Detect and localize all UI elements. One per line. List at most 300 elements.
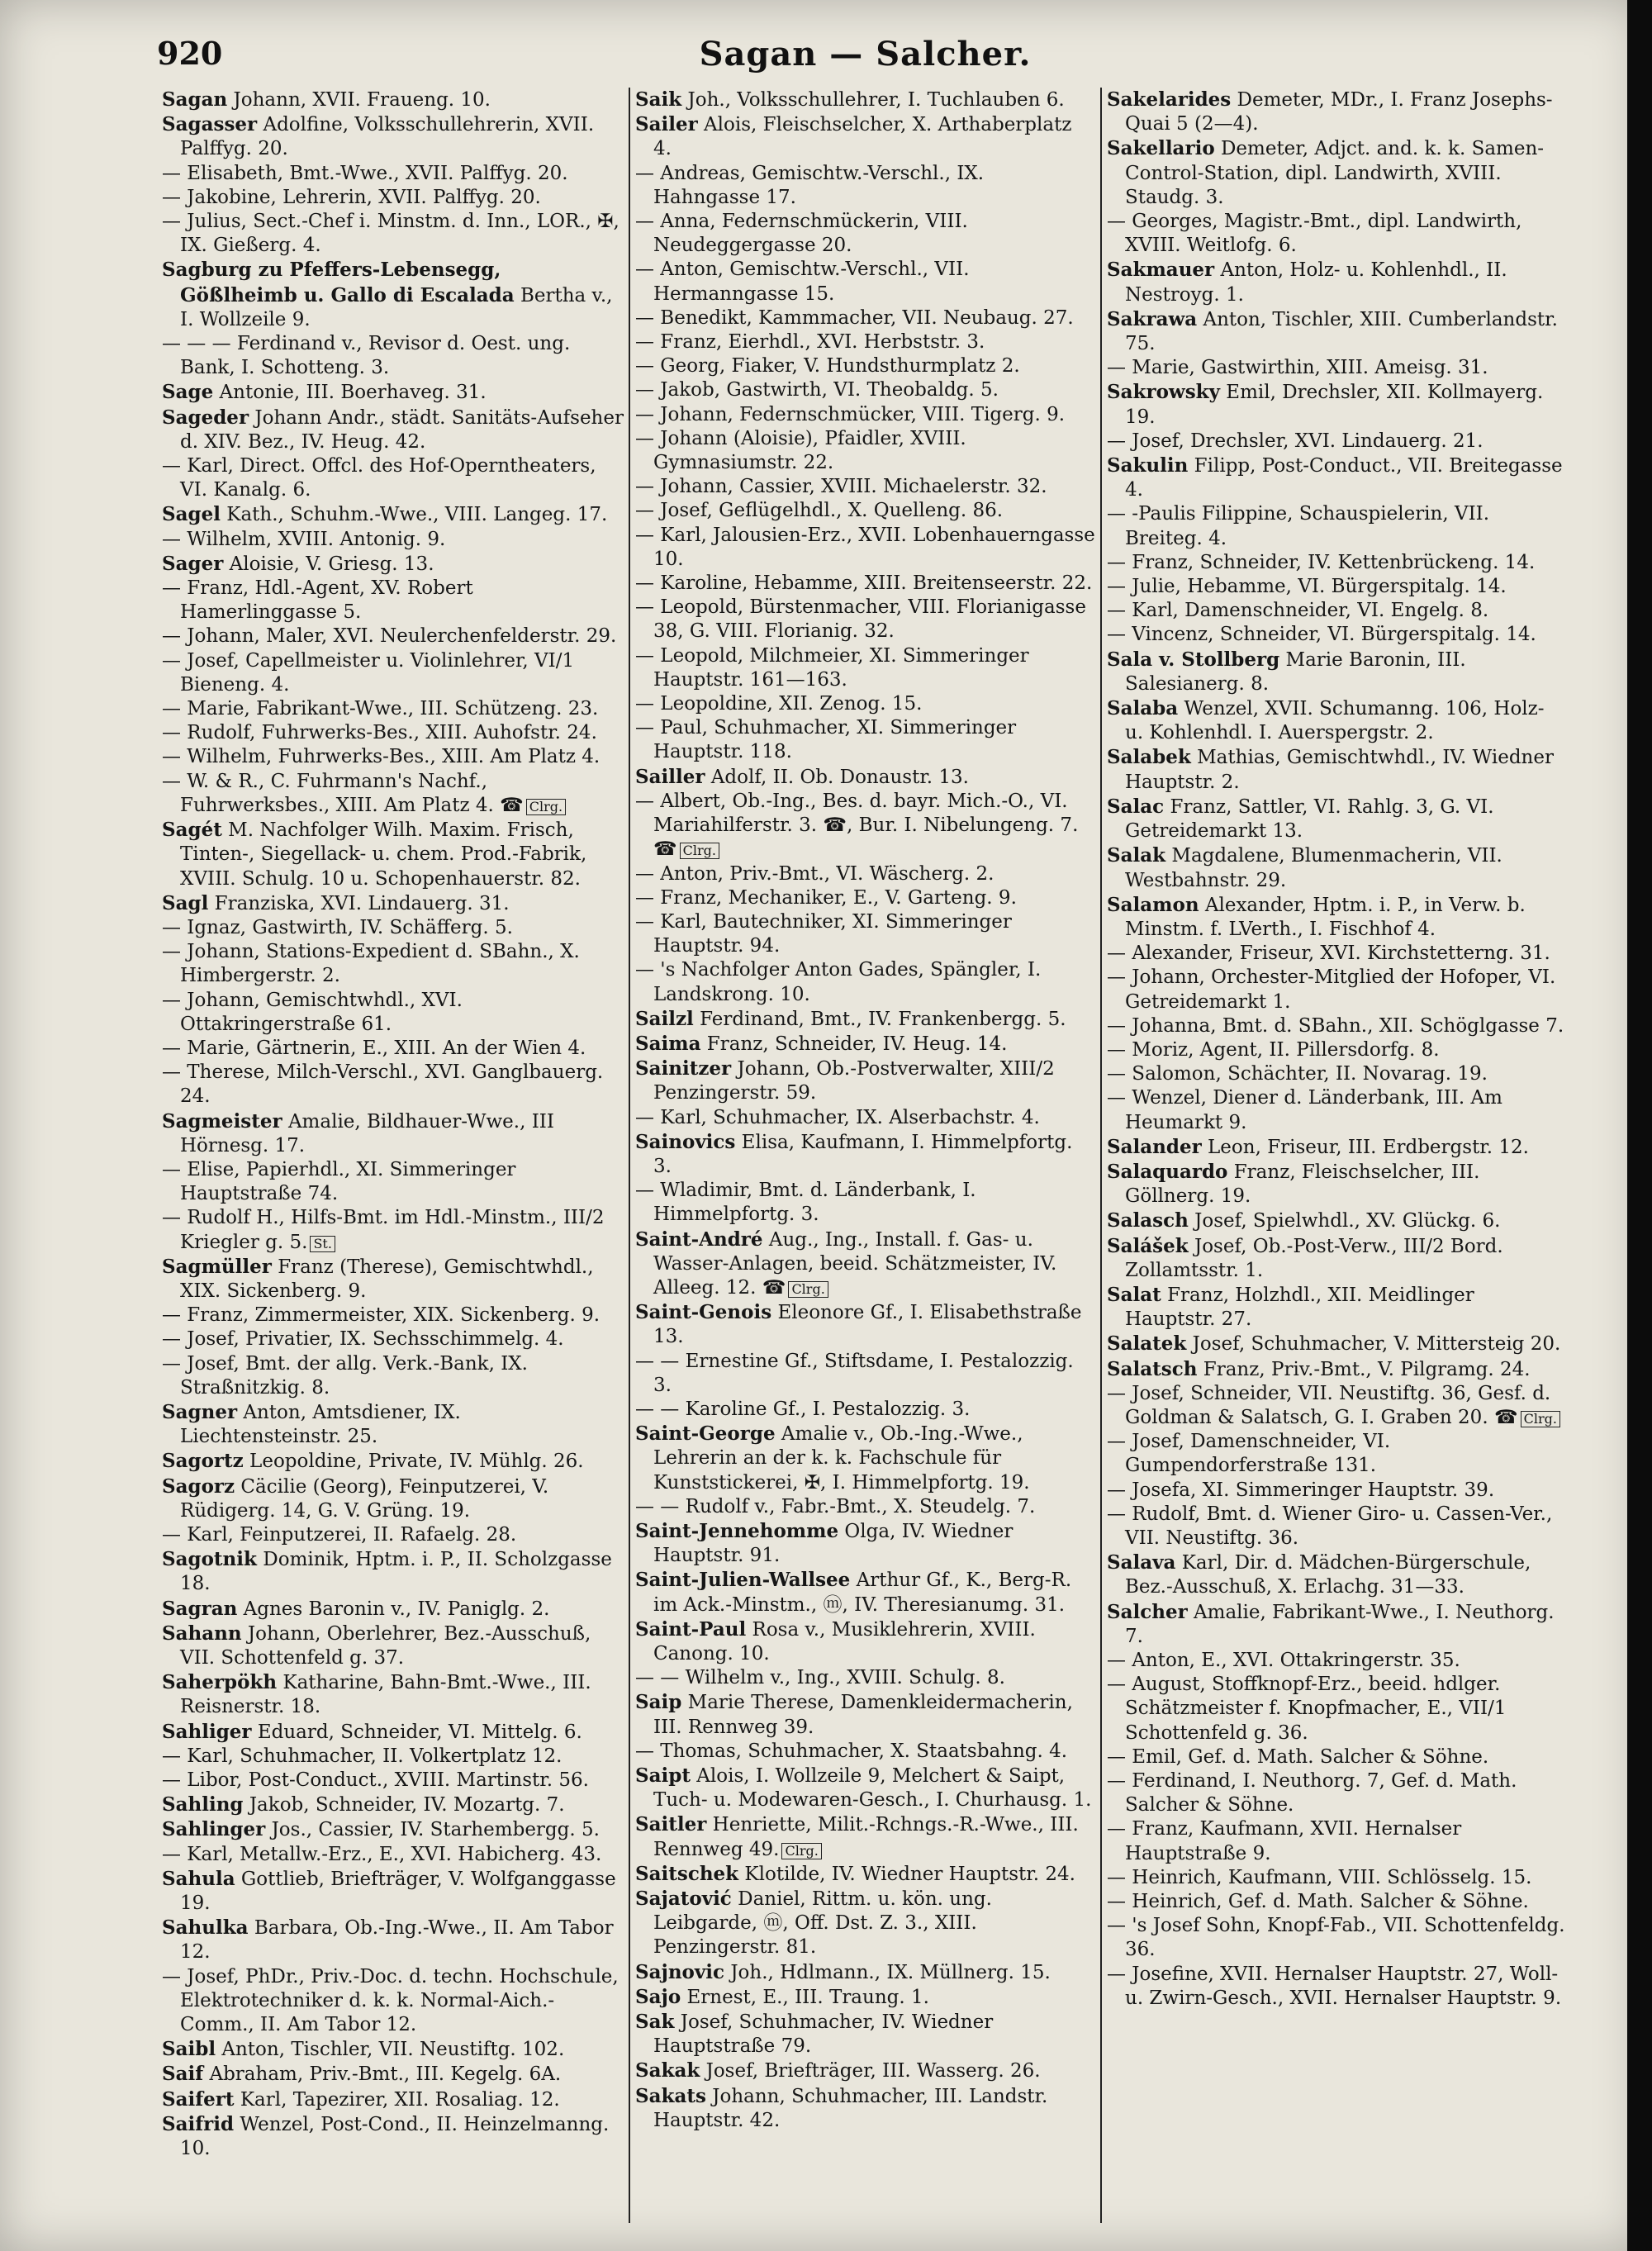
directory-entry (635, 1130, 1095, 1179)
directory-entry (162, 1061, 624, 1109)
entry-surname: Salaba (1107, 697, 1179, 720)
entry-details: — Salomon, Schächter, II. Novarag. 19. (1107, 1063, 1488, 1085)
entry-details: — Franz, Kaufmann, XVII. Hernalser Hauptstraße 9. (1107, 1818, 1462, 1864)
entry-details: — Wilhelm, Fuhrwerks-Bes., XIII. Am Platz 4. (162, 746, 601, 768)
directory-entry (635, 2010, 1095, 2059)
directory-entry (635, 692, 1095, 716)
directory-entry (162, 1597, 624, 1622)
entry-details: — Karl, Jalousien-Erz., XVII. Lobenhauerngasse 10. (635, 524, 1095, 570)
entry-details: Daniel, Rittm. u. kön. ung. Leibgarde, ⓜ, Off. Dst. Z. 3., XIII. Penzingerstr. 81. (653, 1888, 992, 1959)
entry-surname: Sagran (162, 1597, 238, 1620)
entry-details: — Karl, Schuhmacher, IX. Alserbachstr. 4. (635, 1106, 1040, 1128)
entry-surname: Salášek (1107, 1234, 1189, 1257)
entry-details: Bertha v., I. Wollzeile 9. (180, 284, 613, 330)
directory-entry (1107, 502, 1567, 550)
entry-surname: Sak (635, 2011, 675, 2034)
directory-entry (162, 2037, 624, 2062)
entry-surname: Salcher (1107, 1600, 1188, 1623)
entry-surname: Sahula (162, 1867, 235, 1890)
directory-entry (1107, 551, 1567, 575)
directory-entry (1107, 745, 1567, 794)
entry-surname: Salabek (1107, 746, 1191, 769)
entry-details: — August, Stoffknopf-Erz., beeid. hdlger. Schätzmeister f. Knopfmacher, E., VII/1 Schottenfeld g. 36. (1107, 1674, 1507, 1744)
directory-columns (157, 88, 1574, 2223)
entry-details: Wenzel, Post-Cond., II. Heinzelmanng. 10. (180, 2113, 610, 2160)
directory-entry (635, 1740, 1095, 1764)
entry-surname: Sailer (635, 113, 698, 136)
entry-details: Franz, Priv.-Bmt., V. Pilgramg. 24. (1197, 1358, 1531, 1380)
directory-entry (162, 1327, 624, 1351)
entry-details: — Georg, Fiaker, V. Hundsthurmplatz 2. (635, 355, 1020, 378)
entry-details: — Johann (Aloisie), Pfaidler, XVIII. Gymnasiumstr. 22. (635, 427, 966, 474)
entry-details: — W. & R., C. Fuhrmann's Nachf., Fuhrwerksbes., XIII. Am Platz 4. ☎ (162, 770, 524, 816)
entry-details: — Franz, Schneider, IV. Kettenbrückeng. 14. (1107, 551, 1536, 573)
directory-entry (1107, 1503, 1567, 1551)
entry-details: — Elisabeth, Bmt.-Wwe., XVII. Palffyg. 20. (162, 162, 568, 184)
directory-entry (162, 1400, 624, 1449)
directory-entry (162, 1475, 624, 1523)
directory-entry (1107, 454, 1567, 502)
directory-entry (1107, 966, 1567, 1014)
entry-surname: Sagl (162, 891, 209, 914)
entry-details: — Franz, Mechaniker, E., V. Garteng. 9. (635, 886, 1017, 909)
entry-tag: Clrg. (526, 799, 566, 815)
entry-details: — Andreas, Gemischtw.-Verschl., IX. Hahngasse 17. (635, 162, 985, 208)
directory-entry (635, 1960, 1095, 1985)
entry-details: Alois, Fleischselcher, X. Arthaberplatz 4. (653, 114, 1072, 160)
directory-entry (1107, 1283, 1567, 1332)
entry-details: — Leopold, Milchmeier, XI. Simmeringer Hauptstr. 161—163. (635, 644, 1029, 691)
directory-entry (635, 1228, 1095, 1301)
entry-details: Josef, Briefträger, III. Wasserg. 26. (700, 2060, 1041, 2082)
entry-details: Olga, IV. Wiedner Hauptstr. 91. (653, 1520, 1014, 1567)
entry-surname: Saint-André (635, 1228, 763, 1251)
entry-details: Franz, Fleischselcher, III. Göllnerg. 19. (1125, 1161, 1480, 1208)
directory-entry (635, 716, 1095, 764)
entry-surname: Salaquardo (1107, 1160, 1228, 1183)
entry-details: Anton, Holz- u. Kohlenhdl., II. Nestroyg. 1. (1125, 259, 1507, 306)
entry-surname: Sahlinger (162, 1818, 266, 1841)
entry-surname: Sagner (162, 1400, 238, 1423)
directory-entry (162, 624, 624, 648)
entry-details: — Anton, Gemischtw.-Verschl., VII. Hermanngasse 15. (635, 259, 970, 305)
entry-surname: Sakellario (1107, 137, 1215, 160)
directory-entry (635, 330, 1095, 354)
directory-entry (162, 1817, 624, 1842)
entry-surname: Salava (1107, 1551, 1176, 1574)
page-number: 920 (157, 35, 223, 72)
directory-entry (1107, 1600, 1567, 1649)
directory-entry (635, 1617, 1095, 1666)
directory-entry (162, 186, 624, 210)
entry-tag: Clrg. (680, 843, 719, 859)
entry-surname: Saint-Paul (635, 1617, 747, 1641)
entry-details: — Johann, Stations-Expedient d. SBahn., X. Himbergerstr. 2. (162, 941, 580, 987)
directory-entry (1107, 210, 1567, 258)
directory-entry (635, 1985, 1095, 2010)
entry-details: — Heinrich, Kaufmann, VIII. Schlösselg. 15. (1107, 1866, 1532, 1888)
entry-surname: Sailler (635, 765, 705, 788)
entry-details: — Marie, Gastwirthin, XIII. Ameisg. 31. (1107, 357, 1488, 379)
entry-surname: Sakats (635, 2084, 706, 2107)
directory-entry (162, 2062, 624, 2087)
entry-details: — Thomas, Schuhmacher, X. Staatsbahng. 4. (635, 1740, 1068, 1762)
directory-entry (162, 577, 624, 624)
entry-details: Eleonore Gf., I. Elisabethstraße 13. (653, 1302, 1082, 1348)
entry-surname: Sageder (162, 406, 249, 429)
directory-entry (1107, 1963, 1567, 2011)
directory-entry (635, 1179, 1095, 1227)
directory-entry (635, 2059, 1095, 2083)
entry-details: — Albert, Ob.-Ing., Bes. d. bayr. Mich.-O., VI. Mariahilferstr. 3. ☎, Bur. I. Nibelungeng. 7. ☎ (635, 790, 1079, 861)
directory-entry (1107, 1866, 1567, 1890)
entry-details: — — — Ferdinand v., Revisor d. Oest. ung. Bank, I. Schotteng. 3. (162, 333, 571, 379)
directory-entry (1107, 893, 1567, 942)
directory-entry (1107, 1914, 1567, 1962)
directory-entry (1107, 1086, 1567, 1134)
entry-details: — Alexander, Friseur, XVI. Kirchstetterng. 31. (1107, 943, 1550, 965)
directory-entry (1107, 136, 1567, 210)
entry-details: Dominik, Hptm. i. P., II. Scholzgasse 18. (180, 1549, 612, 1595)
entry-details: Barbara, Ob.-Ing.-Wwe., II. Am Tabor 12. (180, 1917, 614, 1964)
directory-entry (1107, 1332, 1567, 1356)
entry-surname: Sahann (162, 1622, 242, 1645)
entry-tag: St. (310, 1236, 335, 1252)
entry-details: — Wladimir, Bmt. d. Länderbank, I. Himmelpfortg. 3. (635, 1180, 976, 1226)
page-header (157, 35, 1574, 84)
entry-details: — Paul, Schuhmacher, XI. Simmeringer Hauptstr. 118. (635, 717, 1017, 763)
directory-entry (162, 88, 624, 112)
entry-details: — — Wilhelm v., Ing., XVIII. Schulg. 8. (635, 1667, 1005, 1689)
directory-entry (1107, 1038, 1567, 1062)
entry-details: Franz (Therese), Gemischtwhdl., XIX. Sickenberg. 9. (180, 1256, 594, 1302)
entry-details: Anton, Tischler, XIII. Cumberlandstr. 75. (1125, 308, 1558, 355)
entry-details: — Libor, Post-Conduct., XVIII. Martinstr. 56. (162, 1769, 589, 1792)
directory-entry (635, 427, 1095, 475)
entry-details: — -Paulis Filippine, Schauspielerin, VII. Breiteg. 4. (1107, 503, 1490, 549)
entry-details: — Moriz, Agent, II. Pillersdorfg. 8. (1107, 1038, 1440, 1061)
entry-details: — Karl, Bautechniker, XI. Simmeringer Hauptstr. 94. (635, 910, 1012, 957)
entry-details: — Ferdinand, I. Neuthorg. 7, Gef. d. Math. Salcher & Söhne. (1107, 1770, 1517, 1816)
entry-details: — Jakob, Gastwirth, VI. Theobaldg. 5. (635, 379, 999, 401)
entry-surname: Sakrawa (1107, 307, 1198, 330)
entry-surname: Sakulin (1107, 454, 1189, 477)
entry-surname: Sagotnik (162, 1548, 257, 1571)
directory-entry (635, 403, 1095, 427)
entry-details: Josef, Ob.-Post-Verw., III/2 Bord. Zollamtsstr. 1. (1125, 1235, 1503, 1281)
entry-details: Amalie, Fabrikant-Wwe., I. Neuthorg. 7. (1125, 1601, 1555, 1647)
entry-surname: Sainitzer (635, 1057, 732, 1080)
directory-entry (162, 332, 624, 380)
entry-details: — Vincenz, Schneider, VI. Bürgerspitalg. 14. (1107, 624, 1536, 646)
directory-entry (162, 210, 624, 258)
entry-details: — Johann, Federnschmücker, VIII. Tigerg. 9. (635, 403, 1066, 425)
directory-entry (635, 1519, 1095, 1568)
entry-surname: Sakelarides (1107, 88, 1232, 111)
entry-surname: Sagel (162, 503, 221, 526)
entry-surname: Sajatović (635, 1888, 732, 1911)
entry-surname: Saifrid (162, 2112, 235, 2135)
directory-entry (1107, 1817, 1567, 1865)
entry-details: — Ignaz, Gastwirth, IV. Schäfferg. 5. (162, 916, 513, 938)
entry-details: Antonie, III. Boerhaveg. 31. (213, 382, 487, 404)
entry-details: — 's Nachfolger Anton Gades, Spängler, I. Landskrong. 10. (635, 959, 1042, 1005)
directory-entry (162, 1449, 624, 1474)
entry-details: Mathias, Gemischtwhdl., IV. Wiedner Hauptstr. 2. (1125, 747, 1554, 793)
entry-details: Leon, Friseur, III. Erdbergstr. 12. (1201, 1136, 1529, 1158)
directory-entry (162, 721, 624, 745)
directory-entry (162, 454, 624, 502)
entry-details: Marie Baronin, III. Salesianerg. 8. (1125, 648, 1466, 695)
entry-details: — Karl, Schuhmacher, II. Volkertplatz 12. (162, 1745, 563, 1767)
entry-details: — Josef, Bmt. der allg. Verk.-Bank, IX. Straßnitzkig. 8. (162, 1352, 528, 1399)
directory-entry (1107, 843, 1567, 892)
entry-details: Abraham, Priv.-Bmt., III. Kegelg. 6A. (203, 2063, 562, 2086)
entry-details: — Karl, Feinputzerei, II. Rafaelg. 28. (162, 1523, 517, 1546)
directory-entry (162, 2112, 624, 2161)
directory-entry (635, 1300, 1095, 1349)
directory-entry (1107, 599, 1567, 623)
column-2 (629, 88, 1100, 2223)
directory-entry (635, 1057, 1095, 1105)
directory-entry (635, 862, 1095, 886)
entry-tag: Clrg. (781, 1843, 821, 1859)
entry-details: — Josef, PhDr., Priv.-Doc. d. techn. Hochschule, Elektrotechniker d. k. k. Normal-Aich.-Comm., II. Am Tabor 12. (162, 1965, 619, 2036)
entry-surname: Saip (635, 1691, 682, 1714)
directory-entry (1107, 1135, 1567, 1160)
directory-entry (635, 112, 1095, 161)
entry-details: — Rudolf, Bmt. d. Wiener Giro- u. Cassen-Ver., VII. Neustiftg. 36. (1107, 1503, 1553, 1549)
directory-entry (162, 1037, 624, 1061)
entry-surname: Sagét (162, 819, 222, 842)
directory-entry (635, 1887, 1095, 1960)
directory-entry (1107, 696, 1567, 745)
directory-entry (1107, 1745, 1567, 1769)
entry-surname: Saik (635, 88, 682, 111)
directory-entry (635, 210, 1095, 258)
entry-details: Leopoldine, Private, IV. Mühlg. 26. (243, 1451, 584, 1473)
entry-details: — Emil, Gef. d. Math. Salcher & Söhne. (1107, 1745, 1489, 1768)
entry-surname: Saibl (162, 2038, 216, 2061)
entry-details: M. Nachfolger Wilh. Maxim. Frisch, Tinten-, Siegellack- u. chem. Prod.-Fabrik, XVIII. Schulg. 10 u. Schopenhauerstr. 82. (180, 819, 587, 890)
entry-details: — Josef, Geflügelhdl., X. Quelleng. 86. (635, 500, 1004, 522)
entry-details: Amalie, Bildhauer-Wwe., III Hörnesg. 17. (180, 1110, 554, 1156)
directory-entry (635, 378, 1095, 402)
entry-details: Rosa v., Musiklehrerin, XVIII. Canong. 10. (653, 1618, 1036, 1665)
directory-entry (162, 380, 624, 405)
entry-details: — Franz, Hdl.-Agent, XV. Robert Hamerlinggasse 5. (162, 577, 473, 624)
entry-surname: Saitler (635, 1813, 707, 1836)
entry-details: Filipp, Post-Conduct., VII. Breitegasse 4. (1125, 455, 1563, 501)
directory-entry (1107, 1479, 1567, 1503)
directory-entry (162, 1304, 624, 1327)
directory-entry (635, 1106, 1095, 1130)
entry-details: Jos., Cassier, IV. Starhembergg. 5. (265, 1819, 600, 1841)
directory-entry (1107, 258, 1567, 306)
directory-entry (1107, 1769, 1567, 1817)
directory-entry (1107, 1014, 1567, 1038)
entry-details: — — Rudolf v., Fabr.-Bmt., X. Steudelg. 7. (635, 1495, 1036, 1517)
entry-details: Agnes Baronin v., IV. Paniglg. 2. (237, 1598, 550, 1620)
directory-entry (1107, 88, 1567, 136)
entry-details: — Marie, Gärtnerin, E., XIII. An der Wien 4. (162, 1037, 586, 1059)
entry-details: — Rudolf, Fuhrwerks-Bes., XIII. Auhofstr. 24. (162, 722, 597, 744)
entry-surname: Sagan (162, 88, 228, 111)
directory-entry (1107, 1357, 1567, 1382)
entry-details: — Georges, Magistr.-Bmt., dipl. Landwirth, XVIII. Weitlofg. 6. (1107, 211, 1522, 257)
entry-details: Karl, Tapezirer, XII. Rosaliag. 12. (234, 2088, 560, 2111)
directory-entry (1107, 356, 1567, 380)
entry-details: — Wilhelm, XVIII. Antonig. 9. (162, 528, 446, 550)
entry-surname: Sager (162, 552, 224, 575)
entry-details: — Josef, Capellmeister u. Violinlehrer, VI/1 Bieneng. 4. (162, 649, 575, 696)
directory-entry (162, 112, 624, 161)
entry-details: Amalie v., Ob.-Ing.-Wwe., Lehrerin an der k. k. Fachschule für Kunststickerei, ✠, I. Himmelpfortg. 19. (653, 1423, 1030, 1494)
directory-entry (1107, 942, 1567, 966)
directory-entry (635, 596, 1095, 643)
directory-entry (1107, 1430, 1567, 1478)
entry-surname: Sakmauer (1107, 259, 1215, 282)
entry-details: Wenzel, XVII. Schumanng. 106, Holz- u. Kohlenhdl. I. Auerspergstr. 2. (1125, 698, 1545, 744)
entry-details: Johann, XVII. Fraueng. 10. (227, 89, 491, 111)
entry-details: Aloisie, V. Griesg. 13. (223, 553, 434, 575)
directory-entry (635, 88, 1095, 112)
entry-details: — Benedikt, Kammmacher, VII. Neubaug. 27. (635, 306, 1074, 329)
directory-entry (1107, 795, 1567, 843)
entry-surname: Salasch (1107, 1209, 1189, 1232)
entry-details: — Julius, Sect.-Chef i. Minstm. d. Inn., LOR., ✠, IX. Gießerg. 4. (162, 211, 620, 257)
entry-details: Adolf, II. Ob. Donaustr. 13. (705, 766, 969, 788)
entry-details: — Anton, Priv.-Bmt., VI. Wäscherg. 2. (635, 862, 995, 885)
directory-entry (162, 1916, 624, 1964)
entry-details: Anton, Amtsdiener, IX. Liechtensteinstr. 25. (180, 1401, 461, 1448)
entry-details: — Josef, Privatier, IX. Sechsschimmelg. 4. (162, 1328, 564, 1351)
entry-surname: Sala v. Stollberg (1107, 648, 1280, 671)
entry-details: Kath., Schuhm.-Wwe., VIII. Langeg. 17. (220, 504, 608, 526)
entry-details: — Therese, Milch-Verschl., XVI. Ganglbauerg. 24. (162, 1061, 604, 1108)
entry-details: Franz, Holzhdl., XII. Meidlinger Hauptstr. 27. (1125, 1284, 1474, 1331)
directory-entry (162, 406, 624, 454)
directory-entry (162, 1206, 624, 1254)
entry-details: — Josef, Drechsler, XVI. Lindauerg. 21. (1107, 430, 1483, 452)
directory-entry (162, 1622, 624, 1670)
directory-entry (635, 572, 1095, 596)
directory-entry (162, 1745, 624, 1769)
entry-surname: Sajo (635, 1985, 681, 2008)
directory-entry (1107, 1673, 1567, 1745)
directory-entry (1107, 1234, 1567, 1283)
entry-details: Arthur Gf., K., Berg-R. im Ack.-Minstm., ⓜ, IV. Theresianumg. 31. (653, 1570, 1072, 1616)
entry-surname: Saitschek (635, 1862, 739, 1885)
entry-surname: Sagmüller (162, 1255, 272, 1278)
directory-entry (162, 1793, 624, 1817)
directory-entry (1107, 1160, 1567, 1209)
entry-surname: Sahling (162, 1793, 244, 1816)
directory-entry (1107, 430, 1567, 454)
entry-details: Adolfine, Volksschullehrerin, XVII. Palffyg. 20. (180, 114, 595, 160)
entry-surname: Saifert (162, 2087, 235, 2111)
directory-entry (162, 162, 624, 186)
directory-entry (635, 790, 1095, 862)
directory-entry (1107, 648, 1567, 696)
entry-details: — Anton, E., XVI. Ottakringerstr. 35. (1107, 1650, 1460, 1671)
directory-entry (635, 1032, 1095, 1057)
directory-entry (162, 1720, 624, 1745)
entry-details: — Leopold, Bürstenmacher, VIII. Florianigasse 38, G. VIII. Florianig. 32. (635, 596, 1086, 643)
entry-details: — Elise, Papierhdl., XI. Simmeringer Hauptstraße 74. (162, 1158, 516, 1205)
entry-details: — Franz, Zimmermeister, XIX. Sickenberg. 9. (162, 1304, 601, 1327)
directory-entry (162, 502, 624, 527)
entry-details: — Wenzel, Diener d. Länderbank, III. Am Heumarkt 9. (1107, 1087, 1502, 1133)
directory-entry (1107, 307, 1567, 356)
entry-details: Karl, Dir. d. Mädchen-Bürgerschule, Bez.-Ausschuß, X. Erlachg. 31—33. (1125, 1552, 1531, 1598)
entry-details: Johann, Schuhmacher, III. Landstr. Hauptstr. 42. (653, 2085, 1048, 2131)
directory-entry (162, 818, 624, 891)
entry-details: Cäcilie (Georg), Feinputzerei, V. Rüdigerg. 14, G. V. Grüng. 19. (180, 1475, 549, 1522)
entry-details: — Josefa, XI. Simmeringer Hauptstr. 39. (1107, 1479, 1495, 1501)
directory-entry (635, 886, 1095, 910)
entry-details: — Johann, Maler, XVI. Neulerchenfelderstr. 29. (162, 625, 617, 648)
entry-surname: Sagortz (162, 1450, 244, 1473)
entry-surname: Sajnovic (635, 1960, 725, 1983)
entry-surname: Saipt (635, 1764, 691, 1788)
entry-details: Franz, Schneider, IV. Heug. 14. (700, 1033, 1008, 1055)
directory-entry (635, 1690, 1095, 1739)
entry-details: — Heinrich, Gef. d. Math. Salcher & Söhne. (1107, 1891, 1529, 1913)
running-head: Sagan — Salcher. (699, 35, 1032, 74)
directory-entry (635, 644, 1095, 692)
entry-details: Magdalene, Blumenmacherin, VII. Westbahnstr. 29. (1125, 845, 1502, 891)
entry-details: Ernest, E., III. Traung. 1. (681, 1986, 929, 2008)
entry-details: — Johann, Orchester-Mitglied der Hofoper, VI. Getreidemarkt 1. (1107, 966, 1556, 1013)
directory-entry (162, 770, 624, 818)
entry-details: Johann, Ob.-Postverwalter, XIII/2 Penzingerstr. 59. (653, 1058, 1055, 1104)
directory-entry (635, 2084, 1095, 2133)
directory-entry (162, 1352, 624, 1400)
entry-surname: Sainovics (635, 1130, 736, 1153)
entry-surname: Salat (1107, 1283, 1161, 1306)
entry-details: Alexander, Hptm. i. P., in Verw. b. Minstm. f. LVerth., I. Fischhof 4. (1125, 894, 1526, 940)
entry-tag: Clrg. (1521, 1411, 1560, 1427)
entry-surname: Sakak (635, 2059, 700, 2082)
entry-details: — Julie, Hebamme, VI. Bürgerspitalg. 14. (1107, 576, 1507, 598)
directory-entry (635, 1812, 1095, 1861)
entry-details: Josef, Schuhmacher, V. Mittersteig 20. (1186, 1333, 1561, 1356)
entry-details: Henriette, Milit.-Rchngs.-R.-Wwe., III. Rennweg 49. (653, 1814, 1079, 1860)
entry-tag: Clrg. (788, 1281, 828, 1298)
directory-entry (162, 1867, 624, 1916)
directory-entry (635, 1568, 1095, 1617)
entry-surname: Salander (1107, 1135, 1202, 1158)
entry-details: Joh., Volksschullehrer, I. Tuchlauben 6. (681, 89, 1065, 111)
directory-entry (635, 1007, 1095, 1032)
entry-surname: Sagasser (162, 113, 258, 136)
directory-entry (635, 499, 1095, 523)
directory-entry (162, 528, 624, 552)
entry-details: Katharine, Bahn-Bmt.-Wwe., III. Reisnerstr. 18. (180, 1672, 591, 1718)
entry-surname: Saint-Genois (635, 1301, 772, 1324)
directory-entry (1107, 1649, 1567, 1673)
entry-details: Elisa, Kaufmann, I. Himmelpfortg. 3. (653, 1131, 1073, 1177)
entry-details: — Josefine, XVII. Hernalser Hauptstr. 27, Woll- u. Zwirn-Gesch., XVII. Hernalser Hauptstr. 9. (1107, 1963, 1562, 2009)
entry-details: — Franz, Eierhdl., XVI. Herbststr. 3. (635, 331, 985, 354)
entry-surname: Salak (1107, 844, 1166, 867)
entry-surname: Salatsch (1107, 1357, 1198, 1380)
entry-details: Joh., Hdlmann., IX. Müllnerg. 15. (724, 1961, 1051, 1983)
directory-entry (162, 552, 624, 577)
entry-details: Demeter, MDr., I. Franz Josephs-Quai 5 (2—4). (1125, 89, 1553, 135)
entry-details: — Karoline, Hebamme, XIII. Breitenseerstr. 22. (635, 572, 1093, 595)
